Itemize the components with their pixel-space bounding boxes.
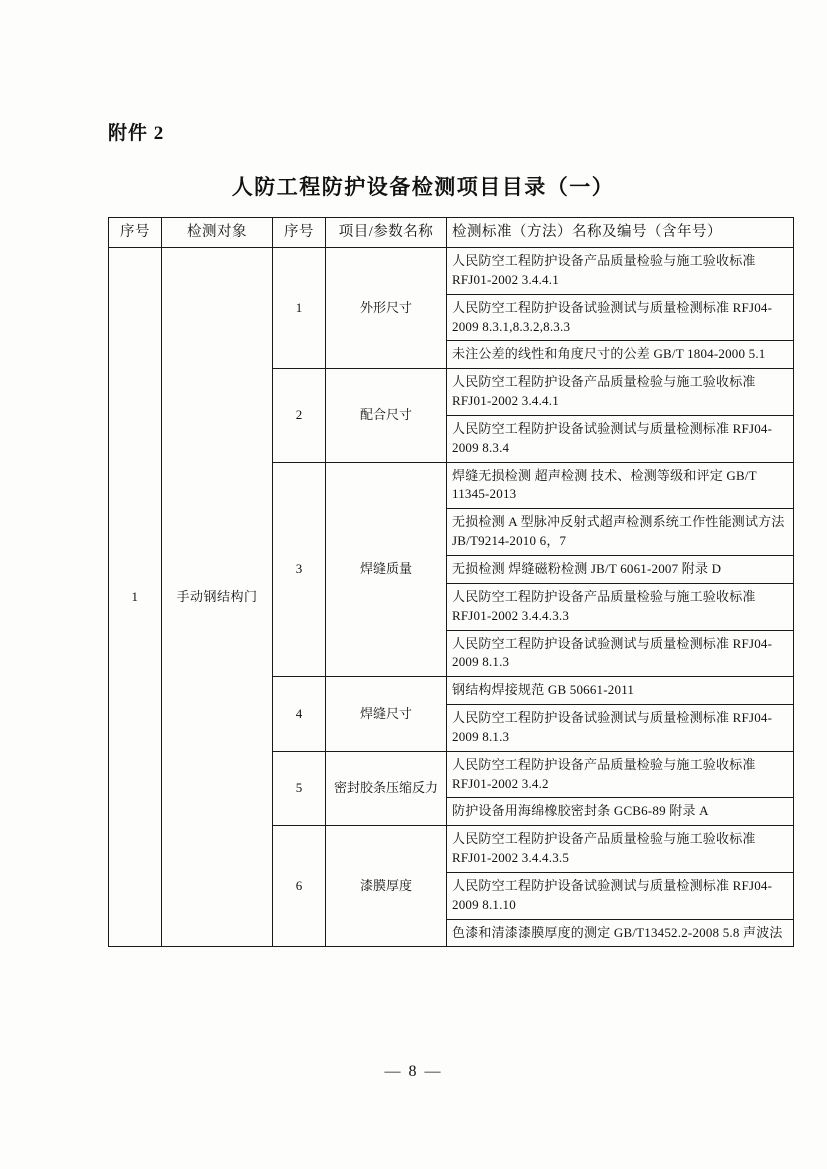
standard-text: 人民防空工程防护设备产品质量检验与施工验收标准 RFJ01-2002 3.4.4.1 [447, 248, 794, 295]
item-name: 焊缝质量 [326, 462, 447, 677]
page-number: — 8 — [384, 1063, 443, 1080]
item-no: 2 [273, 369, 326, 462]
standard-text: 人民防空工程防护设备产品质量检验与施工验收标准 RFJ01-2002 3.4.2 [447, 751, 794, 798]
item-no: 5 [273, 751, 326, 826]
item-name: 密封胶条压缩反力 [326, 751, 447, 826]
standard-text: 人民防空工程防护设备产品质量检验与施工验收标准 RFJ01-2002 3.4.4.1 [447, 369, 794, 416]
standard-text: 钢结构焊接规范 GB 50661-2011 [447, 677, 794, 705]
header-检测对象: 检测对象 [162, 218, 273, 248]
item-name: 外形尺寸 [326, 248, 447, 369]
standard-text: 人民防空工程防护设备产品质量检验与施工验收标准 RFJ01-2002 3.4.4.3.5 [447, 826, 794, 873]
standard-text: 无损检测 焊缝磁粉检测 JB/T 6061-2007 附录 D [447, 555, 794, 583]
table-header-row [109, 218, 794, 248]
header-序号: 序号 [109, 218, 162, 248]
table-body [109, 248, 794, 947]
standard-text: 人民防空工程防护设备试验测试与质量检测标准 RFJ04-2009 8.3.4 [447, 415, 794, 462]
standard-text: 防护设备用海绵橡胶密封条 GCB6-89 附录 A [447, 798, 794, 826]
page-title: 人防工程防护设备检测项目目录（一） [231, 175, 615, 199]
standard-text: 色漆和清漆漆膜厚度的测定 GB/T13452.2-2008 5.8 声波法 [447, 919, 794, 947]
standard-text: 人民防空工程防护设备试验测试与质量检测标准 RFJ04-2009 8.3.1,8.3.2,8.3.3 [447, 294, 794, 341]
standard-text: 未注公差的线性和角度尺寸的公差 GB/T 1804-2000 5.1 [447, 341, 794, 369]
header-检测标准: 检测标准（方法）名称及编号（含年号） [447, 218, 794, 248]
header-序号-2: 序号 [273, 218, 326, 248]
standard-text: 人民防空工程防护设备试验测试与质量检测标准 RFJ04-2009 8.1.3 [447, 705, 794, 752]
item-no: 6 [273, 826, 326, 947]
document-content [108, 118, 785, 947]
header-项目参数名称: 项目/参数名称 [326, 218, 447, 248]
attachment-label: 附件 2 [108, 123, 165, 144]
standard-text: 人民防空工程防护设备试验测试与质量检测标准 RFJ04-2009 8.1.10 [447, 872, 794, 919]
item-name: 配合尺寸 [326, 369, 447, 462]
inspection-items-table [108, 217, 794, 947]
item-no: 3 [273, 462, 326, 677]
standard-text: 人民防空工程防护设备产品质量检验与施工验收标准 RFJ01-2002 3.4.4.3.3 [447, 583, 794, 630]
standard-text: 无损检测 A 型脉冲反射式超声检测系统工作性能测试方法 JB/T9214-2010 6，7 [447, 509, 794, 556]
item-no: 1 [273, 248, 326, 369]
item-no: 4 [273, 677, 326, 752]
standard-text: 人民防空工程防护设备试验测试与质量检测标准 RFJ04-2009 8.1.3 [447, 630, 794, 677]
table-row [109, 248, 794, 295]
object-no: 1 [109, 248, 162, 947]
table-header [109, 218, 794, 248]
object-name: 手动钢结构门 [162, 248, 273, 947]
item-name: 漆膜厚度 [326, 826, 447, 947]
standard-text: 焊缝无损检测 超声检测 技术、检测等级和评定 GB/T 11345-2013 [447, 462, 794, 509]
item-name: 焊缝尺寸 [326, 677, 447, 752]
